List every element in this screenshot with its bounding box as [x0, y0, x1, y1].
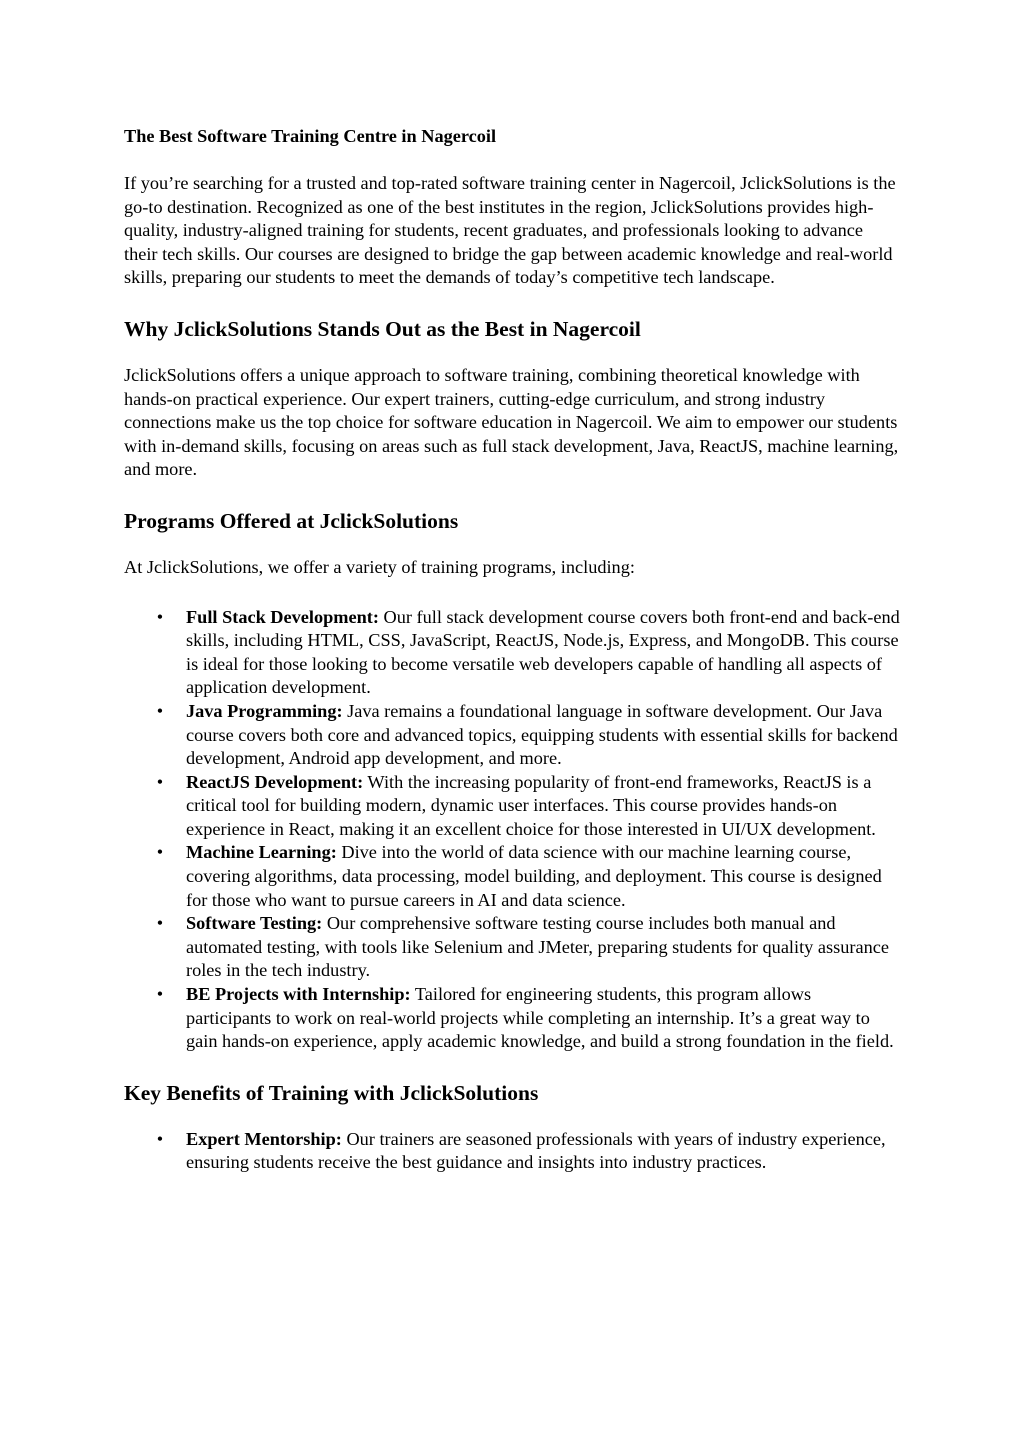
- bullet-icon: •: [156, 1128, 164, 1149]
- document-page: [124, 124, 900, 1201]
- list-item-term: Software Testing:: [186, 913, 323, 934]
- list-item-text: With the increasing popularity of front-end frameworks, ReactJS is a critical tool for building modern, dynamic user interfaces. This course provides hands-on experience in React, making it an excellent choice for those interested in UI/UX development.: [186, 771, 876, 839]
- bullet-icon: •: [156, 606, 164, 627]
- list-item: [124, 912, 900, 983]
- list-item: [124, 606, 900, 700]
- bullet-icon: •: [156, 700, 164, 721]
- list-item-term: Full Stack Development:: [186, 606, 379, 627]
- programs-list: [124, 606, 900, 1054]
- list-item-text: Dive into the world of data science with our machine learning course, covering algorithms, data processing, model building, and deployment. This course is designed for those who want to pursue careers in AI and data science.: [186, 842, 882, 910]
- list-item: [124, 1128, 900, 1175]
- list-item-term: ReactJS Development:: [186, 771, 364, 792]
- bullet-icon: •: [156, 913, 164, 934]
- programs-heading: Programs Offered at JclickSolutions: [124, 508, 459, 533]
- why-paragraph: JclickSolutions offers a unique approach to software training, combining theoretical knowledge with hands-on practical experience. Our expert trainers, cutting-edge curriculum, and strong industry connections make us the top choice for software education in Nagercoil. We aim to empower our students with in-demand skills, focusing on areas such as full stack development, Java, ReactJS, machine learning, and more.: [124, 364, 899, 480]
- list-item-text: Java remains a foundational language in software development. Our Java course covers both core and advanced topics, equipping students with essential skills for backend development, Android app development, and more.: [186, 700, 898, 769]
- bullet-icon: •: [156, 984, 164, 1005]
- list-item-text: Our comprehensive software testing course includes both manual and automated testing, with tools like Selenium and JMeter, preparing students for quality assurance roles in the tech industry.: [186, 913, 889, 981]
- list-item: [124, 700, 900, 771]
- list-item-term: Expert Mentorship:: [186, 1128, 342, 1149]
- list-item-term: BE Projects with Internship:: [186, 984, 411, 1005]
- list-item-term: Machine Learning:: [186, 842, 337, 863]
- benefits-list: [124, 1128, 900, 1175]
- list-item: [124, 983, 900, 1054]
- intro-paragraph: If you’re searching for a trusted and top-rated software training center in Nagercoil, JclickSolutions is the go-to destination. Recognized as one of the best institutes in the region, JclickSolutions provides high-quality, industry-aligned training for students, recent graduates, and professionals looking to advance their tech skills. Our courses are designed to bridge the gap between academic knowledge and real-world skills, preparing our students to meet the demands of today’s competitive tech landscape.: [124, 173, 896, 288]
- list-item: [124, 771, 900, 842]
- document-title: The Best Software Training Centre in Nagercoil: [124, 126, 497, 146]
- why-heading: Why JclickSolutions Stands Out as the Best in Nagercoil: [124, 316, 641, 341]
- list-item: [124, 841, 900, 912]
- list-item-term: Java Programming:: [186, 700, 343, 721]
- bullet-icon: •: [156, 842, 164, 863]
- programs-intro: At JclickSolutions, we offer a variety of training programs, including:: [124, 556, 635, 577]
- list-item-text: Tailored for engineering students, this program allows participants to work on real-world projects while completing an internship. It’s a great way to gain hands-on experience, apply academic knowledge, and build a strong foundation in the field.: [186, 984, 894, 1052]
- bullet-icon: •: [156, 771, 164, 792]
- list-item-text: Our full stack development course covers both front-end and back-end skills, including HTML, CSS, JavaScript, ReactJS, Node.js, Express, and MongoDB. This course is ideal for those looking to become versatile web developers capable of handling all aspects of application development.: [186, 606, 900, 698]
- list-item-text: Our trainers are seasoned professionals with years of industry experience, ensuring students receive the best guidance and insights into industry practices.: [186, 1128, 886, 1173]
- benefits-heading: Key Benefits of Training with JclickSolutions: [124, 1080, 539, 1105]
